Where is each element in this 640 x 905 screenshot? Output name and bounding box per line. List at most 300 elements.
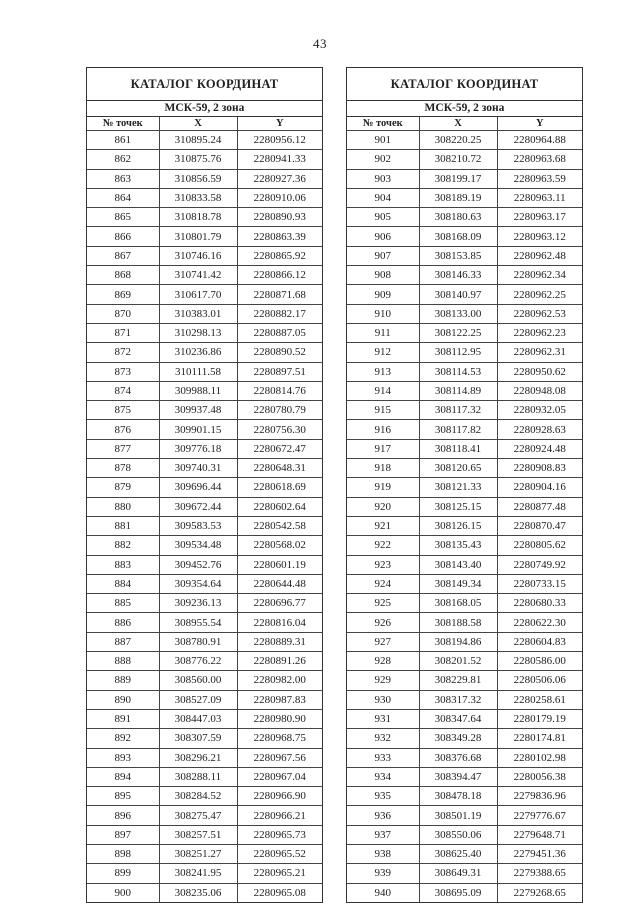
y-coordinate-cell: 2280950.62 (497, 362, 582, 381)
y-coordinate-cell: 2280586.00 (497, 652, 582, 671)
y-coordinate-cell: 2280648.31 (237, 459, 322, 478)
point-number-cell: 874 (87, 381, 159, 400)
point-number-cell: 921 (347, 516, 419, 535)
point-number-cell: 888 (87, 652, 159, 671)
x-coordinate-cell: 308114.53 (419, 362, 497, 381)
y-coordinate-cell: 2280980.90 (237, 709, 322, 728)
table-row (347, 304, 582, 323)
y-coordinate-cell: 2280672.47 (237, 439, 322, 458)
table-row (87, 362, 322, 381)
table-row (347, 227, 582, 246)
table-row (347, 787, 582, 806)
x-coordinate-cell: 309901.15 (159, 420, 237, 439)
x-coordinate-cell: 310236.86 (159, 343, 237, 362)
column-header-x: X (419, 117, 497, 131)
y-coordinate-cell: 2280962.53 (497, 304, 582, 323)
y-coordinate-cell: 2280863.39 (237, 227, 322, 246)
y-coordinate-cell: 2280897.51 (237, 362, 322, 381)
x-coordinate-cell: 308143.40 (419, 555, 497, 574)
point-number-cell: 872 (87, 343, 159, 362)
x-coordinate-cell: 308376.68 (419, 748, 497, 767)
point-number-cell: 867 (87, 246, 159, 265)
x-coordinate-cell: 308478.18 (419, 787, 497, 806)
point-number-cell: 880 (87, 497, 159, 516)
point-number-cell: 865 (87, 208, 159, 227)
y-coordinate-cell: 2280733.15 (497, 574, 582, 593)
x-coordinate-cell: 308125.15 (419, 497, 497, 516)
point-number-cell: 929 (347, 671, 419, 690)
point-number-cell: 924 (347, 574, 419, 593)
table-row (347, 883, 582, 902)
x-coordinate-cell: 310818.78 (159, 208, 237, 227)
y-coordinate-cell: 2280963.17 (497, 208, 582, 227)
table-row (347, 748, 582, 767)
point-number-cell: 870 (87, 304, 159, 323)
y-coordinate-cell: 2280890.93 (237, 208, 322, 227)
x-coordinate-cell: 308349.28 (419, 729, 497, 748)
table-row (87, 748, 322, 767)
table-row (347, 671, 582, 690)
point-number-cell: 909 (347, 285, 419, 304)
point-number-cell: 864 (87, 188, 159, 207)
y-coordinate-cell: 2280866.12 (237, 266, 322, 285)
table-row (87, 343, 322, 362)
point-number-cell: 878 (87, 459, 159, 478)
point-number-cell: 875 (87, 401, 159, 420)
table-row (87, 825, 322, 844)
table-row (87, 536, 322, 555)
table-row (347, 459, 582, 478)
table-row (347, 439, 582, 458)
y-coordinate-cell: 2280814.76 (237, 381, 322, 400)
y-coordinate-cell: 2280982.00 (237, 671, 322, 690)
x-coordinate-cell: 308955.54 (159, 613, 237, 632)
point-number-cell: 896 (87, 806, 159, 825)
table-row (87, 420, 322, 439)
x-coordinate-cell: 310111.58 (159, 362, 237, 381)
y-coordinate-cell: 2279836.96 (497, 787, 582, 806)
x-coordinate-cell: 308135.43 (419, 536, 497, 555)
y-coordinate-cell: 2280910.06 (237, 188, 322, 207)
point-number-cell: 871 (87, 323, 159, 342)
y-coordinate-cell: 2280963.59 (497, 169, 582, 188)
y-coordinate-cell: 2280965.08 (237, 883, 322, 902)
table-row (87, 381, 322, 400)
y-coordinate-cell: 2280941.33 (237, 150, 322, 169)
x-coordinate-cell: 308251.27 (159, 844, 237, 863)
point-number-cell: 879 (87, 478, 159, 497)
table-row (347, 767, 582, 786)
y-coordinate-cell: 2280964.88 (497, 131, 582, 150)
point-number-cell: 906 (347, 227, 419, 246)
y-coordinate-cell: 2280622.30 (497, 613, 582, 632)
catalog-zone: МСК-59, 2 зона (347, 101, 582, 117)
point-number-cell: 894 (87, 767, 159, 786)
y-coordinate-cell: 2280932.05 (497, 401, 582, 420)
point-number-cell: 914 (347, 381, 419, 400)
x-coordinate-cell: 308120.65 (419, 459, 497, 478)
point-number-cell: 893 (87, 748, 159, 767)
table-row (347, 729, 582, 748)
column-header-y: Y (497, 117, 582, 131)
point-number-cell: 897 (87, 825, 159, 844)
x-coordinate-cell: 309452.76 (159, 555, 237, 574)
x-coordinate-cell: 308199.17 (419, 169, 497, 188)
x-coordinate-cell: 308114.89 (419, 381, 497, 400)
x-coordinate-cell: 310746.16 (159, 246, 237, 265)
x-coordinate-cell: 308550.06 (419, 825, 497, 844)
y-coordinate-cell: 2280924.48 (497, 439, 582, 458)
table-row (347, 208, 582, 227)
y-coordinate-cell: 2280904.16 (497, 478, 582, 497)
point-number-cell: 868 (87, 266, 159, 285)
x-coordinate-cell: 308117.82 (419, 420, 497, 439)
point-number-cell: 901 (347, 131, 419, 150)
y-coordinate-cell: 2280968.75 (237, 729, 322, 748)
point-number-cell: 898 (87, 844, 159, 863)
y-coordinate-cell: 2280871.68 (237, 285, 322, 304)
x-coordinate-cell: 308235.06 (159, 883, 237, 902)
x-coordinate-cell: 308201.52 (419, 652, 497, 671)
y-coordinate-cell: 2280877.48 (497, 497, 582, 516)
x-coordinate-cell: 308133.00 (419, 304, 497, 323)
x-coordinate-cell: 308284.52 (159, 787, 237, 806)
point-number-cell: 911 (347, 323, 419, 342)
y-coordinate-cell: 2280756.30 (237, 420, 322, 439)
table-row (347, 613, 582, 632)
y-coordinate-cell: 2280618.69 (237, 478, 322, 497)
table-row (347, 362, 582, 381)
x-coordinate-cell: 308146.33 (419, 266, 497, 285)
table-row (347, 555, 582, 574)
point-number-cell: 939 (347, 864, 419, 883)
x-coordinate-cell: 309236.13 (159, 594, 237, 613)
table-row (347, 574, 582, 593)
point-number-cell: 908 (347, 266, 419, 285)
y-coordinate-cell: 2280965.73 (237, 825, 322, 844)
y-coordinate-cell: 2280891.26 (237, 652, 322, 671)
y-coordinate-cell: 2280568.02 (237, 536, 322, 555)
x-coordinate-cell: 308194.86 (419, 632, 497, 651)
point-number-cell: 889 (87, 671, 159, 690)
y-coordinate-cell: 2280962.25 (497, 285, 582, 304)
table-row (87, 555, 322, 574)
coordinate-catalog-right (346, 67, 583, 903)
y-coordinate-cell: 2280890.52 (237, 343, 322, 362)
x-coordinate-cell: 308180.63 (419, 208, 497, 227)
x-coordinate-cell: 308347.64 (419, 709, 497, 728)
x-coordinate-cell: 308149.34 (419, 574, 497, 593)
table-row (87, 864, 322, 883)
y-coordinate-cell: 2280967.04 (237, 767, 322, 786)
x-coordinate-cell: 308560.00 (159, 671, 237, 690)
table-row (347, 516, 582, 535)
point-number-cell: 884 (87, 574, 159, 593)
point-number-cell: 869 (87, 285, 159, 304)
point-number-cell: 912 (347, 343, 419, 362)
x-coordinate-cell: 310833.58 (159, 188, 237, 207)
x-coordinate-cell: 308625.40 (419, 844, 497, 863)
point-number-cell: 922 (347, 536, 419, 555)
x-coordinate-cell: 308527.09 (159, 690, 237, 709)
x-coordinate-cell: 308220.25 (419, 131, 497, 150)
x-coordinate-cell: 308117.32 (419, 401, 497, 420)
table-row (87, 323, 322, 342)
y-coordinate-cell: 2280865.92 (237, 246, 322, 265)
table-row (347, 652, 582, 671)
y-coordinate-cell: 2280966.21 (237, 806, 322, 825)
y-coordinate-cell: 2280816.04 (237, 613, 322, 632)
point-number-cell: 863 (87, 169, 159, 188)
table-row (87, 671, 322, 690)
y-coordinate-cell: 2280174.81 (497, 729, 582, 748)
table-row (347, 188, 582, 207)
y-coordinate-cell: 2280948.08 (497, 381, 582, 400)
point-number-cell: 892 (87, 729, 159, 748)
catalog-zone: МСК-59, 2 зона (87, 101, 322, 117)
x-coordinate-cell: 308210.72 (419, 150, 497, 169)
x-coordinate-cell: 308649.31 (419, 864, 497, 883)
y-coordinate-cell: 2280056.38 (497, 767, 582, 786)
x-coordinate-cell: 310856.59 (159, 169, 237, 188)
table-row (347, 690, 582, 709)
table-row (347, 420, 582, 439)
table-row (87, 188, 322, 207)
point-number-cell: 881 (87, 516, 159, 535)
y-coordinate-cell: 2279388.65 (497, 864, 582, 883)
x-coordinate-cell: 310617.70 (159, 285, 237, 304)
table-row (87, 227, 322, 246)
y-coordinate-cell: 2280962.23 (497, 323, 582, 342)
x-coordinate-cell: 310895.24 (159, 131, 237, 150)
table-row (87, 806, 322, 825)
x-coordinate-cell: 308695.09 (419, 883, 497, 902)
x-coordinate-cell: 309534.48 (159, 536, 237, 555)
point-number-cell: 916 (347, 420, 419, 439)
y-coordinate-cell: 2280780.79 (237, 401, 322, 420)
point-number-cell: 927 (347, 632, 419, 651)
x-coordinate-cell: 310741.42 (159, 266, 237, 285)
point-number-cell: 931 (347, 709, 419, 728)
y-coordinate-cell: 2280889.31 (237, 632, 322, 651)
y-coordinate-cell: 2279451.36 (497, 844, 582, 863)
table-row (347, 825, 582, 844)
y-coordinate-cell: 2280601.19 (237, 555, 322, 574)
y-coordinate-cell: 2280956.12 (237, 131, 322, 150)
coordinate-catalog-left (86, 67, 323, 903)
point-number-cell: 862 (87, 150, 159, 169)
table-row (87, 246, 322, 265)
table-row (87, 516, 322, 535)
x-coordinate-cell: 308122.25 (419, 323, 497, 342)
y-coordinate-cell: 2280870.47 (497, 516, 582, 535)
x-coordinate-cell: 308275.47 (159, 806, 237, 825)
table-row (347, 478, 582, 497)
point-number-cell: 900 (87, 883, 159, 902)
point-number-cell: 886 (87, 613, 159, 632)
point-number-cell: 917 (347, 439, 419, 458)
y-coordinate-cell: 2280102.98 (497, 748, 582, 767)
table-row (87, 150, 322, 169)
point-number-cell: 885 (87, 594, 159, 613)
table-row (87, 652, 322, 671)
point-number-cell: 882 (87, 536, 159, 555)
point-number-cell: 876 (87, 420, 159, 439)
x-coordinate-cell: 308118.41 (419, 439, 497, 458)
y-coordinate-cell: 2280967.56 (237, 748, 322, 767)
table-row (87, 439, 322, 458)
x-coordinate-cell: 308189.19 (419, 188, 497, 207)
y-coordinate-cell: 2280962.48 (497, 246, 582, 265)
y-coordinate-cell: 2280179.19 (497, 709, 582, 728)
table-row (87, 787, 322, 806)
x-coordinate-cell: 309354.64 (159, 574, 237, 593)
y-coordinate-cell: 2279268.65 (497, 883, 582, 902)
y-coordinate-cell: 2280987.83 (237, 690, 322, 709)
y-coordinate-cell: 2280696.77 (237, 594, 322, 613)
y-coordinate-cell: 2280963.12 (497, 227, 582, 246)
y-coordinate-cell: 2280962.31 (497, 343, 582, 362)
y-coordinate-cell: 2280604.83 (497, 632, 582, 651)
catalog-title: КАТАЛОГ КООРДИНАТ (347, 68, 582, 101)
x-coordinate-cell: 310383.01 (159, 304, 237, 323)
point-number-cell: 887 (87, 632, 159, 651)
point-number-cell: 938 (347, 844, 419, 863)
point-number-cell: 907 (347, 246, 419, 265)
x-coordinate-cell: 310298.13 (159, 323, 237, 342)
table-row (347, 285, 582, 304)
point-number-cell: 925 (347, 594, 419, 613)
column-header-x: X (159, 117, 237, 131)
point-number-cell: 920 (347, 497, 419, 516)
y-coordinate-cell: 2280963.11 (497, 188, 582, 207)
table-row (87, 883, 322, 902)
y-coordinate-cell: 2280749.92 (497, 555, 582, 574)
y-coordinate-cell: 2280928.63 (497, 420, 582, 439)
point-number-cell: 928 (347, 652, 419, 671)
table-row (87, 401, 322, 420)
x-coordinate-cell: 308776.22 (159, 652, 237, 671)
table-row (87, 131, 322, 150)
table-row (347, 131, 582, 150)
table-row (87, 169, 322, 188)
point-number-cell: 877 (87, 439, 159, 458)
table-row (347, 246, 582, 265)
point-number-cell: 904 (347, 188, 419, 207)
point-number-cell: 934 (347, 767, 419, 786)
y-coordinate-cell: 2280258.61 (497, 690, 582, 709)
table-row (347, 709, 582, 728)
point-number-cell: 935 (347, 787, 419, 806)
table-row (87, 574, 322, 593)
x-coordinate-cell: 308153.85 (419, 246, 497, 265)
table-row (87, 767, 322, 786)
table-row (347, 401, 582, 420)
point-number-cell: 937 (347, 825, 419, 844)
point-number-cell: 926 (347, 613, 419, 632)
table-row (87, 208, 322, 227)
point-number-cell: 895 (87, 787, 159, 806)
x-coordinate-cell: 309696.44 (159, 478, 237, 497)
table-row (87, 613, 322, 632)
point-number-cell: 866 (87, 227, 159, 246)
y-coordinate-cell: 2280542.58 (237, 516, 322, 535)
table-row (347, 844, 582, 863)
table-row (87, 632, 322, 651)
y-coordinate-cell: 2280680.33 (497, 594, 582, 613)
x-coordinate-cell: 308394.47 (419, 767, 497, 786)
x-coordinate-cell: 308241.95 (159, 864, 237, 883)
table-row (87, 594, 322, 613)
point-number-cell: 902 (347, 150, 419, 169)
x-coordinate-cell: 308140.97 (419, 285, 497, 304)
x-coordinate-cell: 308229.81 (419, 671, 497, 690)
table-row (87, 285, 322, 304)
y-coordinate-cell: 2280966.90 (237, 787, 322, 806)
y-coordinate-cell: 2280805.62 (497, 536, 582, 555)
x-coordinate-cell: 308780.91 (159, 632, 237, 651)
table-row (87, 690, 322, 709)
table-row (87, 709, 322, 728)
column-header-y: Y (237, 117, 322, 131)
point-number-cell: 923 (347, 555, 419, 574)
table-row (347, 864, 582, 883)
x-coordinate-cell: 308447.03 (159, 709, 237, 728)
point-number-cell: 936 (347, 806, 419, 825)
x-coordinate-cell: 308296.21 (159, 748, 237, 767)
x-coordinate-cell: 309672.44 (159, 497, 237, 516)
table-row (347, 806, 582, 825)
point-number-cell: 899 (87, 864, 159, 883)
y-coordinate-cell: 2280887.05 (237, 323, 322, 342)
y-coordinate-cell: 2280965.52 (237, 844, 322, 863)
y-coordinate-cell: 2280965.21 (237, 864, 322, 883)
y-coordinate-cell: 2279776.67 (497, 806, 582, 825)
x-coordinate-cell: 309776.18 (159, 439, 237, 458)
table-row (347, 343, 582, 362)
table-row (347, 594, 582, 613)
table-row (347, 536, 582, 555)
table-row (87, 459, 322, 478)
point-number-cell: 910 (347, 304, 419, 323)
y-coordinate-cell: 2280602.64 (237, 497, 322, 516)
point-number-cell: 930 (347, 690, 419, 709)
table-row (87, 304, 322, 323)
point-number-cell: 915 (347, 401, 419, 420)
point-number-cell: 883 (87, 555, 159, 574)
table-row (87, 497, 322, 516)
point-number-cell: 933 (347, 748, 419, 767)
x-coordinate-cell: 308126.15 (419, 516, 497, 535)
table-row (347, 497, 582, 516)
table-row (347, 150, 582, 169)
catalog-title: КАТАЛОГ КООРДИНАТ (87, 68, 322, 101)
table-row (347, 169, 582, 188)
point-number-cell: 873 (87, 362, 159, 381)
y-coordinate-cell: 2280644.48 (237, 574, 322, 593)
table-row (347, 266, 582, 285)
x-coordinate-cell: 309988.11 (159, 381, 237, 400)
coordinate-table (347, 117, 582, 902)
point-number-cell: 903 (347, 169, 419, 188)
x-coordinate-cell: 308288.11 (159, 767, 237, 786)
coordinate-table (87, 117, 322, 902)
y-coordinate-cell: 2280927.36 (237, 169, 322, 188)
table-row (87, 729, 322, 748)
x-coordinate-cell: 308257.51 (159, 825, 237, 844)
y-coordinate-cell: 2280908.83 (497, 459, 582, 478)
point-number-cell: 905 (347, 208, 419, 227)
